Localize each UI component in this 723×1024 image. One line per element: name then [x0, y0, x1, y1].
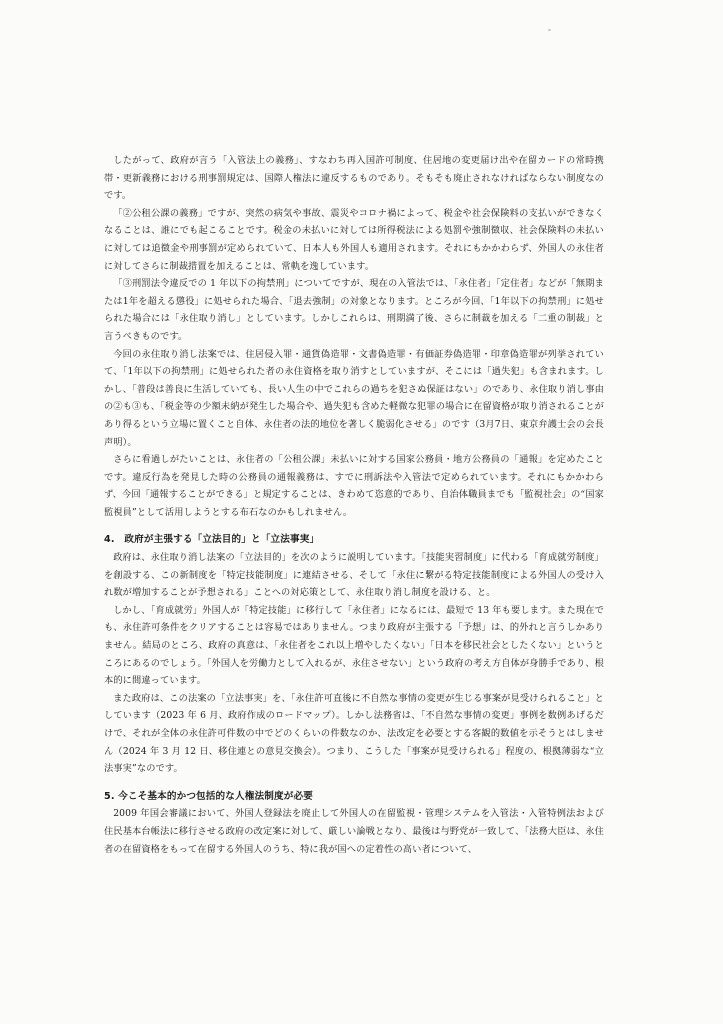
section-4-heading: 4. 政府が主張する「立法目的」と「立法事実」 [104, 534, 320, 546]
scan-speck [548, 29, 551, 31]
section-5-paragraph: 2009 年国会審議において、外国人登録法を廃止して外国人の在留監視・管理システムを入管法・入管特例法および住民基本台帳法に移行させる政府の改定案に対して、厳しい論戦となり、最後は与野党が一致して、「法務大臣は、永住者の在留資格をもって在留する外国人のうち、特に我が国への定着性の高い者について、 [104, 808, 604, 855]
paragraph-listed-crimes: 今回の永住取り消し法案では、住居侵入罪・通貨偽造罪・文書偽造罪・有価証券偽造罪・印章偽造罪が列挙されていて、「1年以下の拘禁刑」に処せられた者の永住資格を取り消すとしていますが、そこには「過失犯」も含まれます。しかし、「普段は善良に生活していても、長い人生の中でこれらの過ちを犯さぬ保証はない」のであり、永住取り消し事由の②も③も、「税金等の少額未納が発生した場合や、過失犯も含めた軽微な犯罪の場合に在留資格が取り消されることがあり得るという立場に置くこと自体、永住者の法的地位を著しく脆弱化させる」のです（3月7日、東京弁護士会の会長声明）。 [104, 348, 604, 448]
section-4-paragraph: しかし、「育成就労」外国人が「特定技能」に移行して「永住者」になるには、最短で 13 年も要します。また現在でも、永住許可条件をクリアすることは容易ではありません。つまり政府が主張する「予想」は、的外れと言うしかありません。結局のところ、政府の真意は、「永住者をこれ以上増やしたくない」「日本を移民社会としたくない」というところにあるのでしょう。「外国人を労働力として入れるが、永住させない」という政府の考え方自体が身勝手であり、根本的に間違っています。 [104, 604, 604, 687]
paragraph-public-charges: 「②公租公課の義務」ですが、突然の病気や事故、震災やコロナ禍によって、税金や社会保険料の支払いができなくなることは、誰にでも起こることです。税金の未払いに対しては所得税法による処罰や強制徴収、社会保険料の未払いに対しては追徴金や刑事罰が定められていて、日本人も外国人も適用されます。それにもかかわらず、外国人の永住者に対してさらに制裁措置を加えることは、常軌を逸しています。 [104, 207, 604, 272]
document-body [104, 152, 604, 858]
section-4-paragraph: 政府は、永住取り消し法案の「立法目的」を次のように説明しています。「技能実習制度」に代わる「育成就労制度」を創設する、この新制度を「特定技能制度」に連結させる、そして「永住に繋がる特定技能制度による外国人の受け入れ数が増加することが予想される」ことへの対応策として、永住取り消し制度を設ける、と。 [104, 552, 604, 599]
paragraph-obligations-conclusion: したがって、政府が言う「入管法上の義務」、すなわち再入国許可制度、住居地の変更届け出や在留カードの常時携帯・更新義務における刑事罰規定は、国際人権法に違反するものであり。そもそも廃止されなければならない制度なのです。 [104, 155, 604, 202]
paragraph-criminal-penalty: 「③刑罰法令違反での 1 年以下の拘禁刑」についてですが、現在の入管法では、「永住者」「定住者」などが「無期または1年を超える懲役」に処せられた場合、「退去強制」の対象となります。ところが今回、「1年以下の拘禁刑」に処せられた場合には「永住取り消し」としています。しかしこれらは、刑期満了後、さらに制裁を加える「二重の制裁」と言うべきものです。 [104, 278, 604, 342]
section-5-heading: 5. 今こそ基本的かつ包括的な人権法制度が必要 [104, 790, 313, 802]
section-4-paragraph: また政府は、この法案の「立法事実」を、「永住許可直後に不自然な事情の変更が生じる事案が見受けられること」としています（2023 年 6 月、政府作成のロードマップ）。しかし法務省は、「不自然な事情の変更」事例を数例あげるだけで、それが全体の永住許可件数の中でどのくらいの件数なのか、法改定を必要とする客観的数値を示そうとはしません（2024 年 3 月 12 日、移住連との意見交換会）。つまり、こうした「事案が見受けられる」程度の、根拠薄弱な“立法事実”なのです。 [104, 692, 604, 775]
paragraph-reporting-duty: さらに看過しがたいことは、永住者の「公租公課」未払いに対する国家公務員・地方公務員の「通報」を定めたことです。違反行為を発見した時の公務員の通報義務は、すでに刑訴法や入管法で定められています。それにもかかわらず、今回「通報することができる」と規定することは、きわめて恣意的であり、自治体職員までも「監視社会」の“国家監視員”として活用しようとする布石なのかもしれません。 [104, 454, 604, 518]
